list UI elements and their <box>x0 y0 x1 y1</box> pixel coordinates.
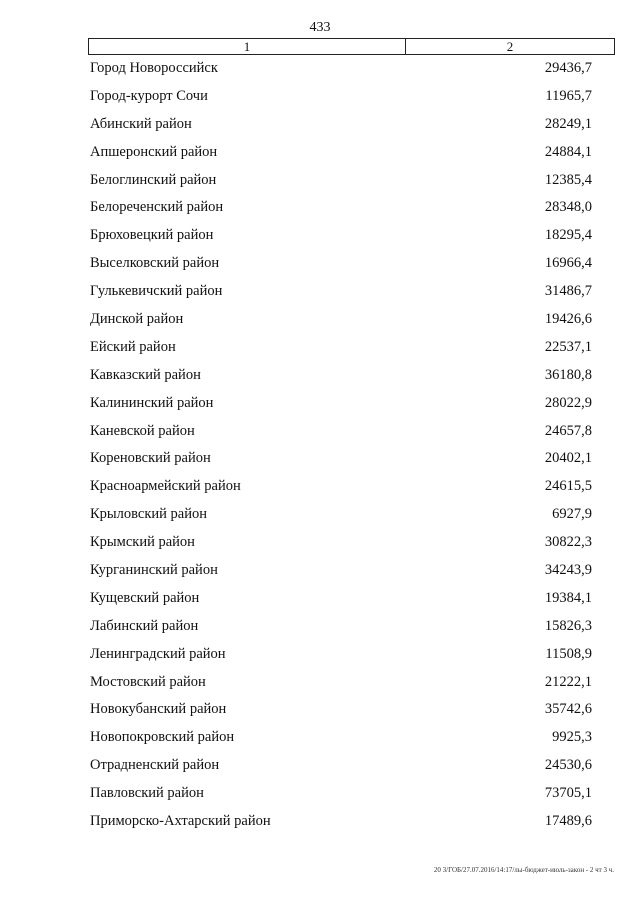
district-name: Апшеронский район <box>90 143 218 160</box>
district-name: Курганинский район <box>90 562 218 579</box>
page-number: 433 <box>309 20 331 35</box>
district-value: 11965,7 <box>545 87 592 104</box>
table-row <box>90 560 592 588</box>
district-name: Павловский район <box>90 785 204 802</box>
table-row <box>90 644 592 672</box>
table-row <box>90 672 592 700</box>
district-name: Крымский район <box>90 534 195 551</box>
district-value: 35742,6 <box>544 701 592 718</box>
table-row <box>90 309 592 337</box>
table-row <box>90 783 592 811</box>
district-value: 22537,1 <box>544 338 592 355</box>
district-name: Лабинский район <box>90 617 199 634</box>
district-value: 19384,1 <box>544 589 592 606</box>
district-value: 17489,6 <box>544 813 592 830</box>
district-value: 28348,0 <box>544 199 592 216</box>
district-name: Белореченский район <box>90 199 224 216</box>
district-name: Отрадненский район <box>90 757 220 774</box>
district-name: Мостовский район <box>90 673 206 690</box>
table-row <box>90 504 592 532</box>
district-value: 24884,1 <box>544 143 592 160</box>
table-row <box>90 86 592 114</box>
table-row <box>90 448 592 476</box>
table-row <box>90 281 592 309</box>
district-value: 9925,3 <box>552 729 592 746</box>
table-header <box>88 38 615 55</box>
table-row <box>90 616 592 644</box>
district-value: 11508,9 <box>545 645 592 662</box>
district-value: 6927,9 <box>552 506 592 523</box>
district-value: 24657,8 <box>544 422 592 439</box>
district-value: 16966,4 <box>544 255 592 272</box>
column-header-1: 1 <box>89 39 406 54</box>
district-name: Гулькевичский район <box>90 283 223 300</box>
district-value: 20402,1 <box>544 450 592 467</box>
table-row <box>90 699 592 727</box>
table-row <box>90 727 592 755</box>
district-table <box>90 58 592 839</box>
district-value: 28022,9 <box>544 394 592 411</box>
district-value: 15826,3 <box>544 617 592 634</box>
district-value: 12385,4 <box>544 171 592 188</box>
district-name: Приморско-Ахтарский район <box>90 813 271 830</box>
column-header-2: 2 <box>506 39 514 54</box>
district-name: Кавказский район <box>90 366 201 383</box>
table-row <box>90 253 592 281</box>
table-row <box>90 476 592 504</box>
district-name: Кущевский район <box>90 589 200 606</box>
district-name: Абинский район <box>90 115 192 132</box>
district-value: 24615,5 <box>544 478 592 495</box>
district-name: Выселковский район <box>90 255 220 272</box>
district-name: Ейский район <box>90 338 176 355</box>
district-name: Калининский район <box>90 394 214 411</box>
district-name: Ленинградский район <box>90 645 226 662</box>
district-value: 21222,1 <box>544 673 592 690</box>
document-footer: 20 3/ГОБ/27.07.2016/14:17/лы-бюджет-июль-закон - 2 чт 3 ч. <box>433 866 614 874</box>
table-row <box>90 170 592 198</box>
district-value: 29436,7 <box>544 60 592 76</box>
district-value: 31486,7 <box>544 283 592 300</box>
district-name: Белоглинский район <box>90 171 217 188</box>
table-row <box>90 421 592 449</box>
district-value: 73705,1 <box>544 785 592 802</box>
table-row <box>90 58 592 86</box>
table-row <box>90 114 592 142</box>
table-row <box>90 365 592 393</box>
table-row <box>90 393 592 421</box>
district-name: Брюховецкий район <box>90 227 214 244</box>
table-row <box>90 811 592 839</box>
district-value: 34243,9 <box>544 562 592 579</box>
table-row <box>90 337 592 365</box>
table-row <box>90 142 592 170</box>
table-row <box>90 588 592 616</box>
district-value: 18295,4 <box>544 227 592 244</box>
district-value: 19426,6 <box>544 311 592 328</box>
district-name: Крыловский район <box>90 506 207 523</box>
district-name: Динской район <box>90 311 184 328</box>
district-name: Новопокровский район <box>90 729 235 746</box>
district-name: Кореновский район <box>90 450 211 467</box>
table-row <box>90 755 592 783</box>
table-row <box>90 225 592 253</box>
district-name: Город-курорт Сочи <box>90 87 208 104</box>
district-value: 24530,6 <box>544 757 592 774</box>
district-name: Красноармейский район <box>90 478 241 495</box>
district-name: Город Новороссийск <box>90 60 218 76</box>
district-value: 30822,3 <box>544 534 592 551</box>
district-name: Каневской район <box>90 422 195 439</box>
district-value: 36180,8 <box>544 366 592 383</box>
district-name: Новокубанский район <box>90 701 227 718</box>
table-row <box>90 532 592 560</box>
table-row <box>90 197 592 225</box>
district-value: 28249,1 <box>544 115 592 132</box>
